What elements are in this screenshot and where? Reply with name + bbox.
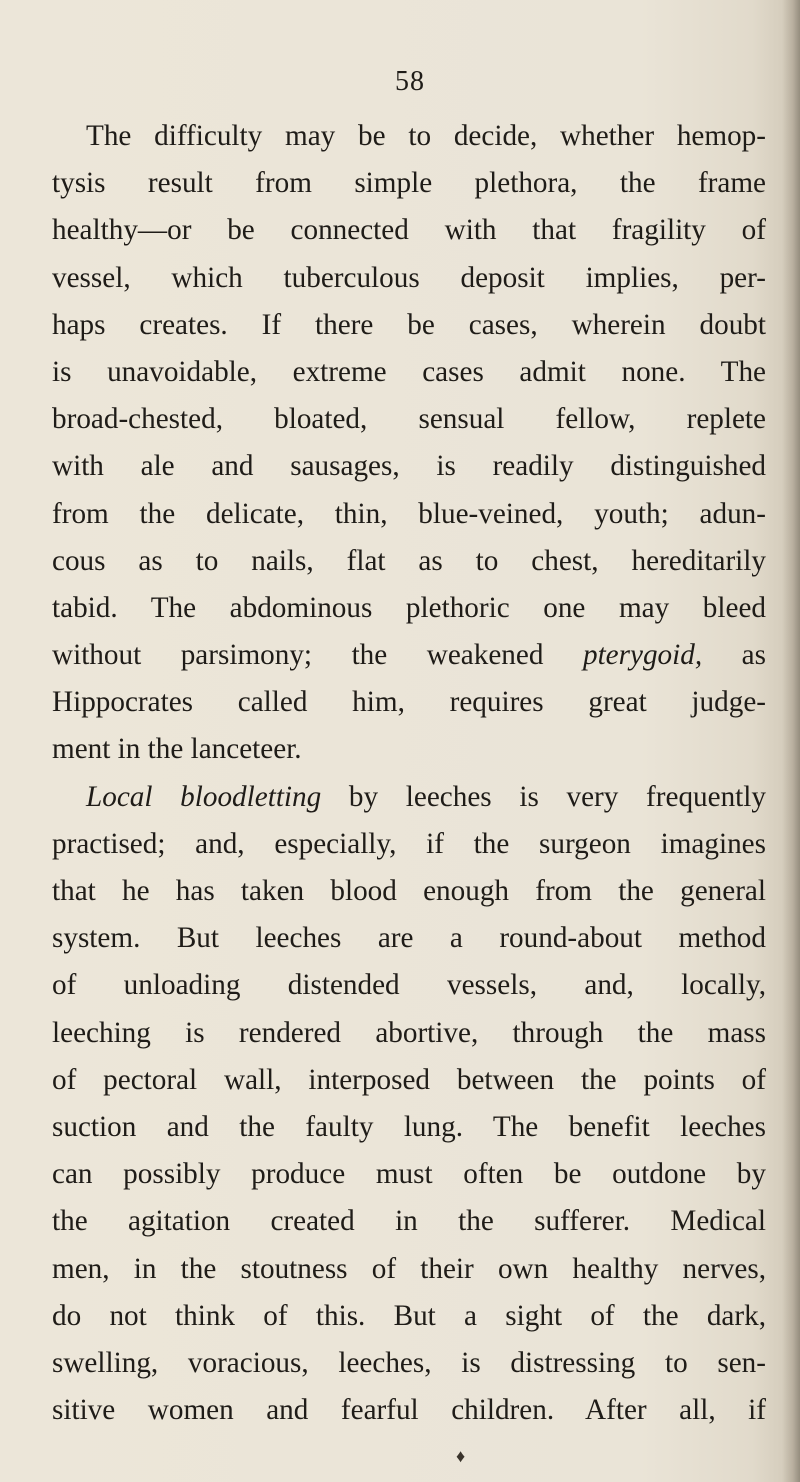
text-line: the agitation created in the sufferer. Medical <box>52 1205 766 1238</box>
text-line: of unloading distended vessels, and, locally, <box>52 969 766 1002</box>
text-line: tysis result from simple plethora, the frame <box>52 167 766 200</box>
footer-mark: ♦ <box>456 1446 466 1466</box>
text-line: sitive women and fearful children. After all, if <box>52 1394 766 1427</box>
text-line: haps creates. If there be cases, wherein doubt <box>52 308 766 341</box>
italic-term: pterygoid, <box>582 639 703 672</box>
text-line: Local bloodletting by leeches is very frequently <box>86 780 766 813</box>
text-line: The difficulty may be to decide, whether hemop- <box>86 120 766 152</box>
text-line: cous as to nails, flat as to chest, hereditarily <box>52 544 766 577</box>
text-line: do not think of this. But a sight of the dark, <box>52 1299 766 1332</box>
page-number: 58 <box>395 66 425 97</box>
text-line: Hippocrates called him, requires great judge- <box>52 686 766 719</box>
text-line: practised; and, especially, if the surgeon imagines <box>52 827 766 860</box>
text-line: is unavoidable, extreme cases admit none. The <box>52 355 766 388</box>
text-line: with ale and sausages, is readily distinguished <box>52 450 766 483</box>
text-line: can possibly produce must often be outdone by <box>52 1158 766 1191</box>
text-line: system. But leeches are a round-about method <box>52 922 766 955</box>
text-line: broad-chested, bloated, sensual fellow, replete <box>52 403 766 436</box>
italic-term: Local bloodletting <box>86 780 322 813</box>
page-edge-shadow <box>782 0 800 1482</box>
text-line: of pectoral wall, interposed between the points of <box>52 1063 766 1096</box>
text-line: that he has taken blood enough from the general <box>52 875 766 907</box>
text-line: from the delicate, thin, blue-veined, youth; adun- <box>52 497 766 530</box>
text-line: ment in the lanceteer. <box>52 733 302 766</box>
text-line: suction and the faulty lung. The benefit leeches <box>52 1110 766 1143</box>
text-line: leeching is rendered abortive, through the mass <box>52 1016 766 1049</box>
text-line: swelling, voracious, leeches, is distressing to sen- <box>52 1346 766 1379</box>
text-line: tabid. The abdominous plethoric one may bleed <box>52 591 766 624</box>
text-line: vessel, which tuberculous deposit implies, per- <box>52 261 766 294</box>
body-text <box>52 113 766 1434</box>
text-line: without parsimony; the weakened pterygoid, as <box>52 639 766 672</box>
text-line: healthy—or be connected with that fragility of <box>52 214 766 247</box>
text-line: men, in the stoutness of their own healthy nerves, <box>52 1252 766 1285</box>
